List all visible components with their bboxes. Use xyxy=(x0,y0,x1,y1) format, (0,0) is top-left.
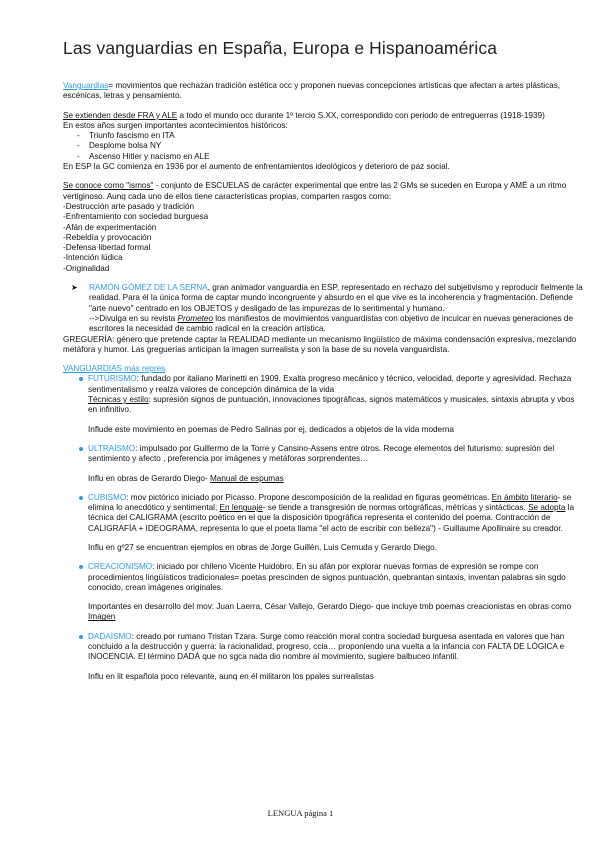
creacionismo-text: : iniciado por chileno Vicente Huidobro. En su afán por explorar nuevas formas de expresión se rompe con procedimientos lingüísticos tradicionales= poetas prescinden de signos puntuación, quebrantan sintaxis, inventan palabras sin sgdo conocido, crean imágenes originales. xyxy=(88,562,566,592)
cubismo-lenguaje: En lenguaje xyxy=(219,503,263,513)
futurismo-paragraph xyxy=(88,374,583,395)
cubismo-text-4: la técnica del CALIGRAMA (escrito poético en el que la disposición tipográfica representa el contenido del poema. Contracción de CALIGRAFÍA + IDEOGRAMA, representa lo que el poeta llama "el acto de escribir con belleza") - Guillaume Apollinaire su creador. xyxy=(88,503,575,533)
creacionismo-influ xyxy=(88,602,583,623)
greguerias-paragraph: GREGUERÍA: género que pretende captar la REALIDAD mediante un mecanismo lingüístico de máxima condensación expresiva, mezclando metáfora y humor. Las greguerías anticipan la imagen surrealista y son la base de su novela vanguardista. xyxy=(63,334,577,354)
ramon-revista-text: los manifiestos de movimientos vanguardistas con objetivo de inculcar en nuevas generaciones de escritores la necesidad de cambio radical en la creación artística. xyxy=(89,313,574,334)
bullet-icon xyxy=(79,377,83,381)
ramon-revista-prefix: -->Divulga en su revista xyxy=(89,313,178,323)
futurismo-name: FUTURISMO xyxy=(88,374,137,384)
cubismo-item xyxy=(63,493,583,553)
ultraismo-name: ULTRAÍSMO xyxy=(88,443,136,453)
dadaismo-item xyxy=(63,632,583,682)
tecnicas-label: Técnicas y estilo xyxy=(88,395,149,405)
dadaismo-paragraph xyxy=(88,632,583,663)
list-item: - Triunfo fascismo en ITA xyxy=(77,131,583,141)
dadaismo-influ: Influ en lit española poco relevante, aunq en él militaron los ppales surrealistas xyxy=(88,671,374,681)
dadaismo-text: : creado por rumano Tristan Tzara. Surge como reacción moral contra sociedad burguesa asentada en valores que han concluido a la destrucción y guerra: la racionalidad, progreso, ccia… proponiendo una vuelta a la infancia con FALTA DE LÓGICA e INOCENCIA. El término DADÁ que no sgca nada dio nombre al movimiento, sugiere balbuceo infantil. xyxy=(88,631,565,662)
ramon-name: RAMÓN GÓMEZ DE LA SERNA xyxy=(89,283,208,293)
extent-intro-events: En estos años surgen importantes acontecimientos históricos: xyxy=(63,120,288,130)
creacionismo-obra: Imagen xyxy=(88,612,116,622)
extent-paragraph xyxy=(63,111,583,121)
ultraismo-influ xyxy=(88,474,583,484)
cubismo-influ: Influ en gº27 se encuentran ejemplos en obras de Jorge Guillén, Luis Cernuda y Gerardo Diego. xyxy=(88,542,437,552)
trait-item: -Rebeldía y provocación xyxy=(63,232,152,242)
isms-text: - conjunto de ESCUELAS de carácter experimental que entre las 2 GMs se suceden en Europa y AMÉ a un ritmo vertiginoso. Aunq cada uno de ellos tiene características propias, comparten rasgos como: xyxy=(63,181,567,201)
list-item: - Desplome bolsa NY xyxy=(77,141,583,151)
cubismo-ambito: En ámbito literario xyxy=(491,492,558,502)
list-item: - Ascenso Hitler y nacismo en ALE xyxy=(77,152,583,162)
ultraismo-paragraph xyxy=(88,444,583,465)
futurismo-tecnicas xyxy=(88,395,583,416)
intro-term: Vanguardias xyxy=(63,81,109,90)
page-footer: LENGUA página 1 xyxy=(267,808,334,818)
trait-item: -Defensa libertad formal xyxy=(63,243,151,253)
cubismo-text-2: - se elimina lo anecdótico y sentimental; xyxy=(88,492,572,513)
isms-paragraph xyxy=(63,181,583,202)
creacionismo-paragraph xyxy=(88,562,583,593)
cubismo-text: : mov pictórico iniciado por Picasso. Propone descomposición de la realidad en figuras geométricas. xyxy=(126,492,492,502)
ramon-revista xyxy=(89,314,583,335)
cubismo-text-3: - se tiende a transgresión de normas ortográficas, métricas y sintácticas. xyxy=(262,503,529,513)
trait-item: -Afán de experimentación xyxy=(63,222,157,232)
futurismo-item xyxy=(63,374,583,434)
ultraismo-obra: Manual de espumas xyxy=(209,473,284,483)
dadaismo-name: DADAÍSMO xyxy=(88,631,132,641)
ultraismo-text: : impulsado por Guillermo de la Torre y Cansino-Assens entre otros. Recoge elementos del futurismo: supresión del sentimiento y afecto , preferencia por imágenes y metáforas sorprendentes… xyxy=(88,443,555,464)
trait-item: -Enfrentamiento con sociedad burguesa xyxy=(63,212,209,222)
intro-text: = movimientos que rechazan tradición estética occ y proponen nuevas concepciones artísticas que afectan a artes plásticas, escénicas, letras y pensamiento. xyxy=(63,81,561,101)
intro-paragraph xyxy=(63,81,583,102)
tecnicas-text: : supresión signos de puntuación, innovaciones tipográficas, signos matemáticos y musicales, sintaxis abrupta y vbos en infinitivo. xyxy=(88,395,575,415)
creacionismo-item xyxy=(63,562,583,622)
creacionismo-name: CREACIONISMO xyxy=(88,562,153,572)
vanguardias-list xyxy=(63,374,583,682)
ramon-item xyxy=(65,283,583,334)
cubismo-name: CUBISMO xyxy=(88,492,127,502)
events-list xyxy=(63,131,583,162)
document-body xyxy=(63,81,583,682)
creacionismo-influ-text: Importantes en desarrollo del mov: Juan Laerra, César Vallejo, Gerardo Diego- que incluye tmb poemas creacionistas en obras como xyxy=(88,602,572,612)
extent-text: a todo el mundo occ durante 1º tercio S.XX, correspondido con periodo de entreguerras (1918-1939) xyxy=(177,110,545,120)
trait-item: -Originalidad xyxy=(63,263,110,273)
futurismo-influ: Influde este movimiento en poemas de Pedro Salinas por ej, dedicados a objetos de la vida moderna xyxy=(88,424,454,434)
arrow-bullet-icon: ➤ xyxy=(71,283,78,293)
futurismo-text: : fundado por italiano Marinetti en 1909. Exalta progreso mecánico y técnico, velocidad, deporte y agresividad. Rechaza sentimentalismo y realza valores de concepción dinámica de la vida xyxy=(88,374,572,394)
cubismo-adopta: Se adopta xyxy=(528,503,566,513)
trait-item: -Destrucción arte pasado y tradición xyxy=(63,201,195,211)
bullet-icon xyxy=(79,496,83,500)
ramon-paragraph xyxy=(89,283,583,314)
bullet-icon xyxy=(79,565,83,569)
extent-underlined: Se extienden desde FRA y ALE xyxy=(63,110,178,120)
ultraismo-influ-text: Influ en obras de Gerardo Diego- xyxy=(88,473,210,483)
extent-gc: En ESP la GC comienza en 1936 por el aumento de enfrentamientos ideológicos y deterioro de paz social. xyxy=(63,162,450,172)
ultraismo-item xyxy=(63,444,583,484)
revista-title: Prometeo xyxy=(177,313,214,323)
page-title: Las vanguardias en España, Europa e Hispanoamérica xyxy=(63,38,498,58)
vanguardias-heading: VANGUARDIAS más repres xyxy=(63,364,166,374)
ramon-text: , gran animador vanguardia en ESP, representado en rechazo del subjetivismo y reproducir fielmente la realidad. Para él la única forma de captar mundo incongruente y absurdo en el que vive es la incoherencia y fragmentación. Defiende "arte nuevo" centrado en los OBJETOS y desligado de las impurezas de lo sentimental y humano. xyxy=(89,283,583,313)
cubismo-paragraph xyxy=(88,493,583,534)
bullet-icon xyxy=(79,447,83,451)
isms-underlined: Se conoce como "ismos" xyxy=(63,181,154,191)
trait-item: -Intención lúdica xyxy=(63,253,123,263)
bullet-icon xyxy=(79,635,83,639)
